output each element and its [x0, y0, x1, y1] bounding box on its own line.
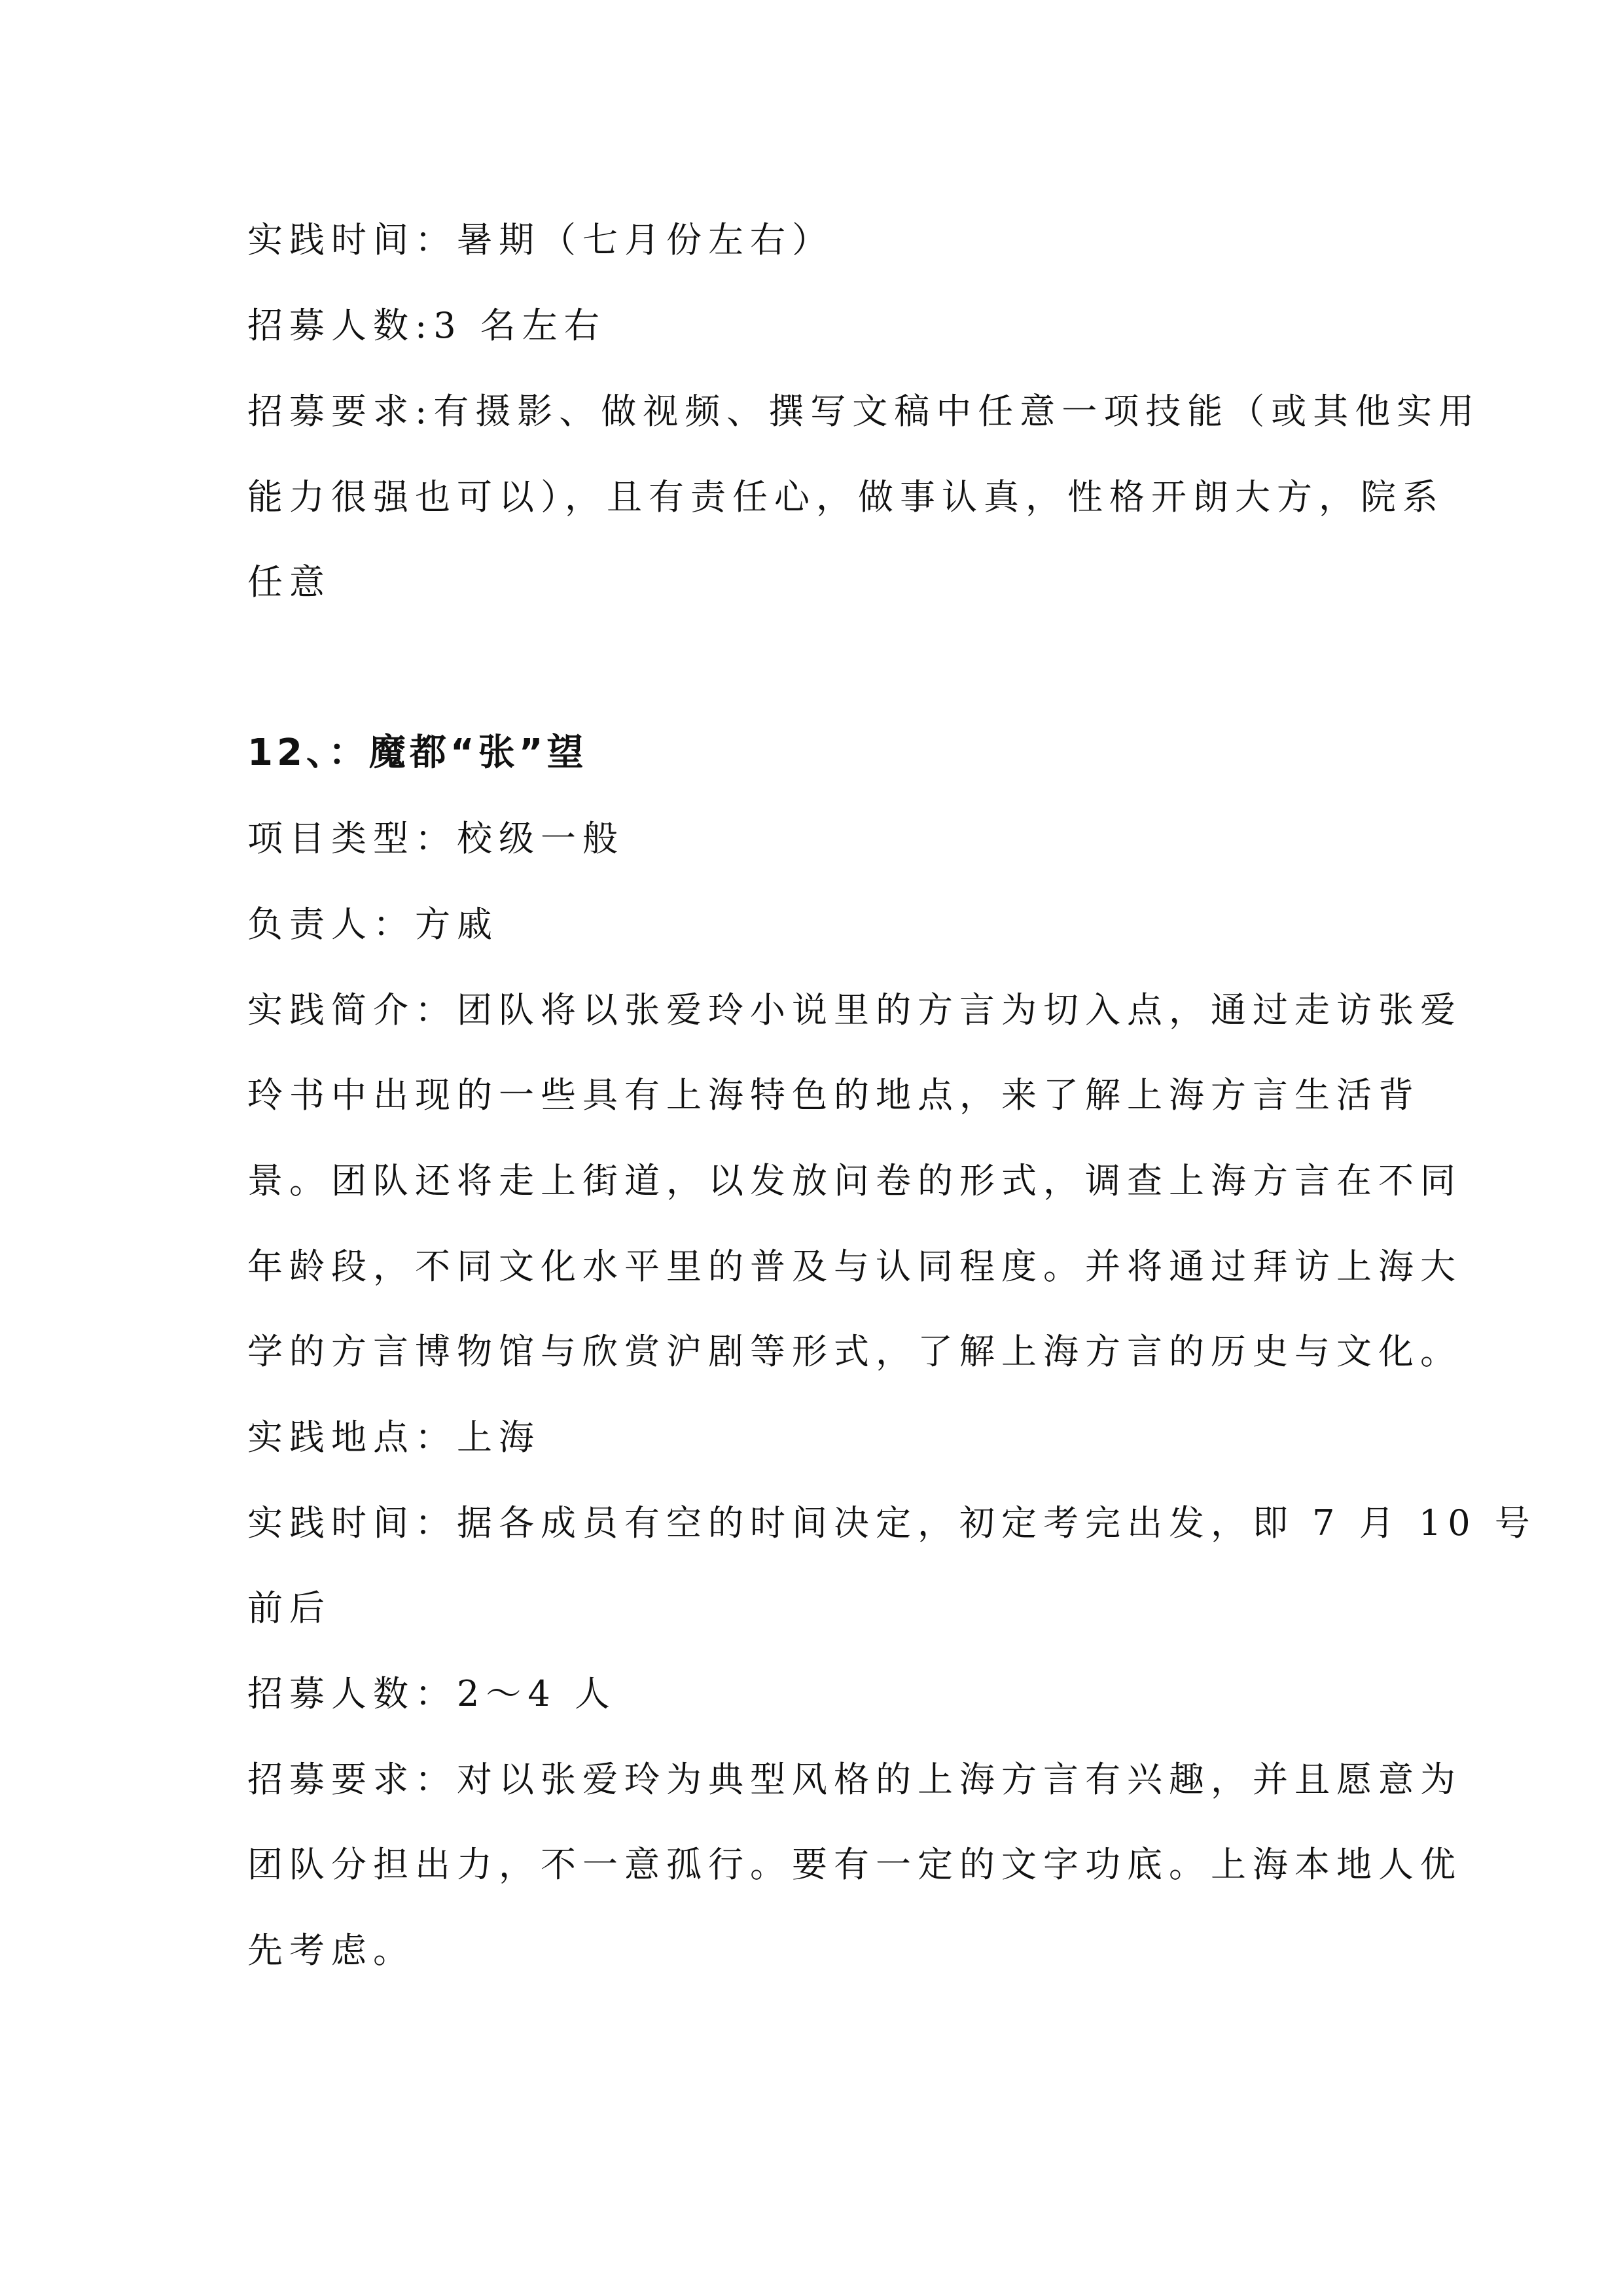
practice-intro-line-5: 学的方言博物馆与欣赏沪剧等形式，了解上海方言的历史与文化。 [247, 1331, 1462, 1372]
practice-location: 实践地点：上海 [247, 1417, 541, 1458]
practice-time-prev: 实践时间：暑期（七月份左右） [247, 219, 834, 260]
project-type: 项目类型：校级一般 [247, 818, 624, 859]
recruit-requirements-prev-line-2: 能力很强也可以），且有责任心，做事认真，性格开朗大方，院系 [247, 476, 1444, 518]
recruit-count-prev: 招募人数:3 名左右 [247, 305, 606, 346]
recruit-requirements-prev-line-1: 招募要求:有摄影、做视频、撰写文稿中任意一项技能（或其他实用 [247, 391, 1481, 432]
practice-time-line-1: 实践时间：据各成员有空的时间决定，初定考完出发，即 7 月 10 号 [247, 1502, 1537, 1544]
recruit-count: 招募人数：2～4 人 [247, 1673, 616, 1714]
practice-intro-line-4: 年龄段，不同文化水平里的普及与认同程度。并将通过拜访上海大 [247, 1246, 1462, 1287]
practice-intro-line-3: 景。团队还将走上街道，以发放问卷的形式，调查上海方言在不同 [247, 1160, 1462, 1201]
recruit-requirements-line-3: 先考虑。 [247, 1930, 415, 1971]
project-leader: 负责人：方戚 [247, 904, 499, 945]
recruit-requirements-line-1: 招募要求：对以张爱玲为典型风格的上海方言有兴趣，并且愿意为 [247, 1759, 1462, 1800]
project-12-title: 12、：魔都“张”望 [247, 732, 588, 774]
recruit-requirements-line-2: 团队分担出力，不一意孤行。要有一定的文字功底。上海本地人优 [247, 1844, 1462, 1885]
practice-intro-line-1: 实践简介：团队将以张爱玲小说里的方言为切入点，通过走访张爱 [247, 989, 1462, 1031]
practice-time-line-2: 前后 [247, 1587, 331, 1629]
recruit-requirements-prev-line-3: 任意 [247, 561, 331, 603]
practice-intro-line-2: 玲书中出现的一些具有上海特色的地点，来了解上海方言生活背 [247, 1074, 1420, 1116]
